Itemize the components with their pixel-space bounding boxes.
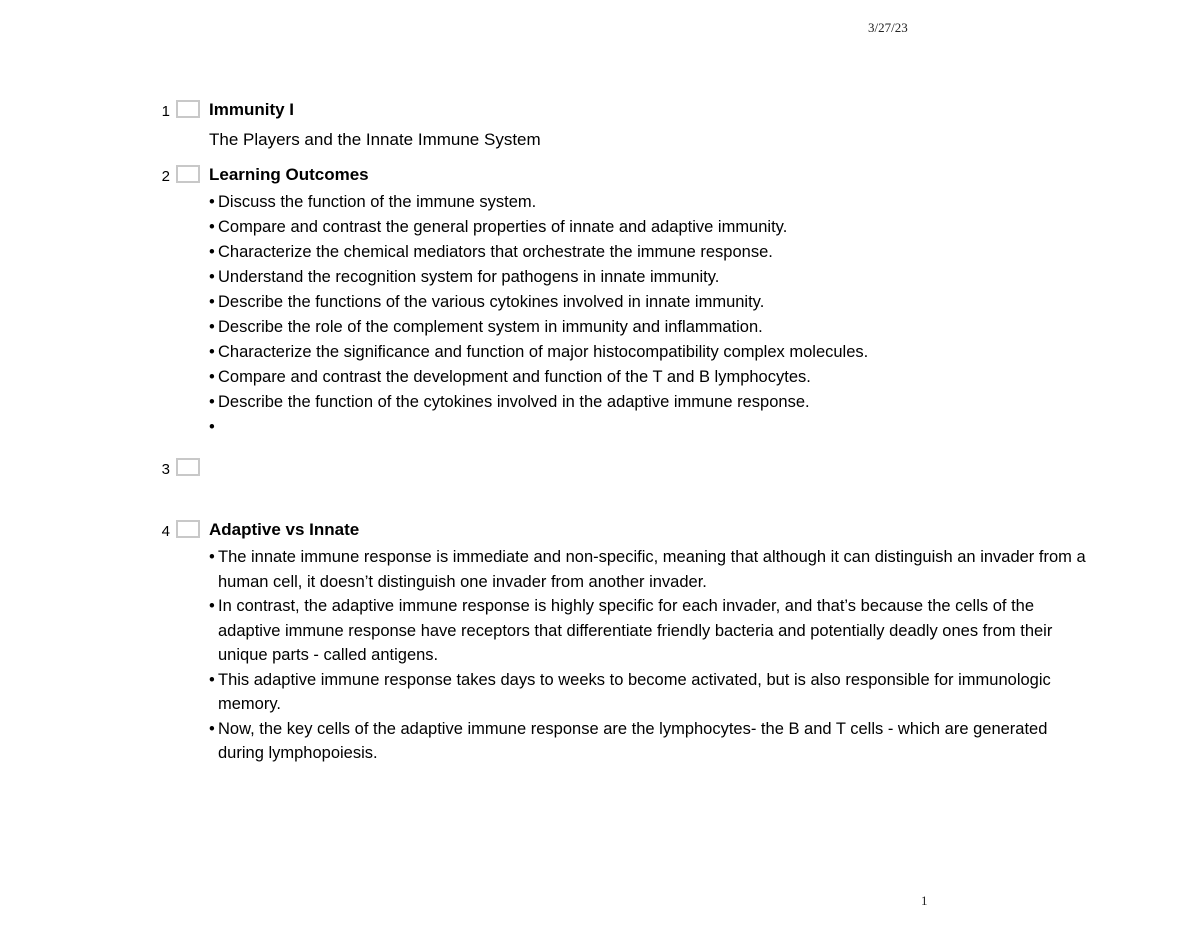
- list-item: [209, 415, 1089, 440]
- slide-title: Immunity I: [209, 100, 295, 119]
- bullet-icon: •: [209, 318, 215, 336]
- slide-thumbnail[interactable]: [176, 100, 200, 118]
- list-item: • This adaptive immune response takes days to weeks to become activated, but is also responsible for immunologic memory.: [209, 668, 1089, 717]
- list-item: • Compare and contrast the general properties of innate and adaptive immunity.: [209, 215, 1089, 240]
- slide-title: Adaptive vs Innate: [209, 520, 360, 539]
- bullet-icon: •: [209, 243, 215, 261]
- print-date: 3/27/23: [868, 20, 908, 35]
- adaptive-vs-innate-list: [209, 545, 1089, 766]
- bullet-icon: •: [209, 597, 215, 615]
- slide-number: 2: [161, 168, 170, 185]
- bullet-icon: •: [209, 218, 215, 236]
- bullet-icon: •: [209, 719, 215, 738]
- list-item: • Characterize the chemical mediators that orchestrate the immune response.: [209, 240, 1089, 265]
- page-number: 1: [921, 893, 928, 908]
- bullet-icon: •: [209, 293, 215, 311]
- slide-title: Learning Outcomes: [209, 165, 369, 184]
- bullet-icon: •: [209, 343, 215, 361]
- list-item: • Understand the recognition system for pathogens in innate immunity.: [209, 265, 1089, 290]
- bullet-icon: •: [209, 268, 215, 286]
- list-item: • Describe the role of the complement system in immunity and inflammation.: [209, 315, 1089, 340]
- list-item: • Now, the key cells of the adaptive immune response are the lymphocytes- the B and T cells - which are generated during lymphopoiesis.: [209, 717, 1089, 766]
- list-item: • Describe the functions of the various cytokines involved in innate immunity.: [209, 290, 1089, 315]
- slide-content: [209, 164, 1089, 440]
- slide-number: 3: [161, 461, 170, 478]
- slide-thumbnail[interactable]: [176, 520, 200, 538]
- bullet-icon: •: [209, 368, 215, 386]
- slide-subtitle: The Players and the Innate Immune System: [209, 130, 541, 149]
- slide-content: [209, 99, 1089, 151]
- slide-number: 4: [161, 523, 170, 540]
- list-item: • Compare and contrast the development and function of the T and B lymphocytes.: [209, 365, 1089, 390]
- slide-number: 1: [161, 103, 170, 120]
- learning-outcomes-list: [209, 190, 1089, 440]
- slide-content: [209, 519, 1089, 766]
- slide-thumbnail[interactable]: [176, 458, 200, 476]
- list-item: • Discuss the function of the immune system.: [209, 190, 1089, 215]
- list-item: • Characterize the significance and function of major histocompatibility complex molecules.: [209, 340, 1089, 365]
- slide-thumbnail[interactable]: [176, 165, 200, 183]
- bullet-icon: •: [209, 393, 215, 411]
- list-item: • Describe the function of the cytokines involved in the adaptive immune response.: [209, 390, 1089, 415]
- bullet-icon: •: [209, 418, 215, 436]
- list-item: • In contrast, the adaptive immune response is highly specific for each invader, and that’s because the cells of the adaptive immune response have receptors that differentiate friendly bacteria and potentially deadly ones from their unique parts - called antigens.: [209, 594, 1089, 668]
- bullet-icon: •: [209, 670, 215, 689]
- list-item: • The innate immune response is immediate and non-specific, meaning that although it can distinguish an invader from a human cell, it doesn’t distinguish one invader from another invader.: [209, 545, 1089, 594]
- bullet-icon: •: [209, 193, 215, 211]
- bullet-icon: •: [209, 548, 215, 566]
